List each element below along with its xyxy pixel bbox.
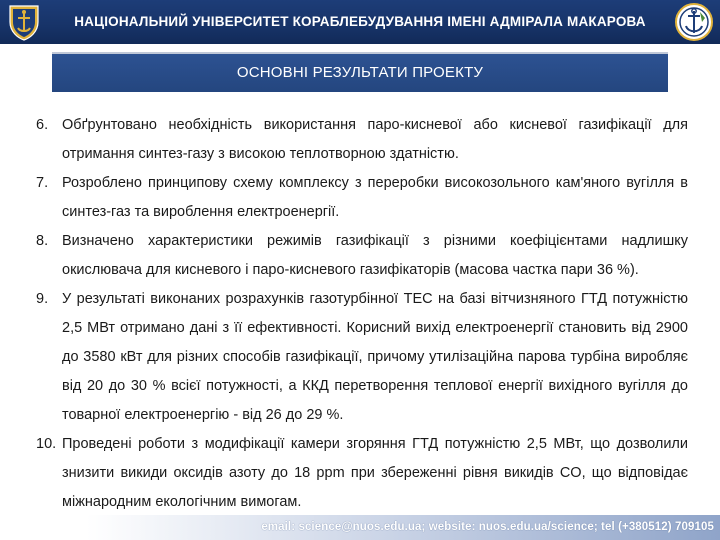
list-item xyxy=(36,111,688,169)
item-text: Визначено характеристики режимів газифікації з різними коефіцієнтами надлишку окислювача для кисневого і паро-кисневого газифікаторів (масова частка пари 36 %). xyxy=(62,233,688,278)
list-item xyxy=(36,169,688,227)
university-crest-icon xyxy=(4,2,44,42)
item-number: 10. xyxy=(36,436,57,452)
item-text: У результаті виконаних розрахунків газотурбінної ТЕС на базі вітчизняного ГТД потужністю 2,5 МВт отримано дані з її ефективності. Корисний вихід електроенергії становить від 2900 до 3580 кВт для різних способів газифікації, причому утилізаційна парова турбіна виробляє від 20 до 30 % всієї потужності, а ККД перетворення теплової енергії вихідного вугілля до товарної електроенергію - від 26 до 29 %. xyxy=(62,291,688,423)
item-number: 6. xyxy=(36,117,49,133)
item-number: 8. xyxy=(36,233,49,249)
university-name: НАЦІОНАЛЬНИЙ УНІВЕРСИТЕТ КОРАБЛЕБУДУВАННЯ ІМЕНІ АДМІРАЛА МАКАРОВА xyxy=(74,14,646,29)
results-list xyxy=(36,111,688,517)
header-bar xyxy=(0,0,720,44)
section-title: ОСНОВНІ РЕЗУЛЬТАТИ ПРОЕКТУ xyxy=(236,64,484,81)
list-item xyxy=(36,227,688,285)
item-text: Розроблено принципову схему комплексу з переробки високозольного кам'яного вугілля в синтез-газ та вироблення електроенергії. xyxy=(62,175,688,220)
item-number: 9. xyxy=(36,291,49,307)
list-item xyxy=(36,285,688,430)
section-title-bar xyxy=(52,52,668,92)
item-text: Проведені роботи з модифікації камери згоряння ГТД потужністю 2,5 МВт, що дозволили знизити викиди оксидів азоту до 18 ppm при збереженні рівня викидів CO, що відповідає міжнародним екологічним вимогам. xyxy=(62,436,688,510)
contact-info: email: science@nuos.edu.ua; website: nuos.edu.ua/science; tel (+380512) 709105 xyxy=(261,521,714,533)
item-number: 7. xyxy=(36,175,49,191)
item-text: Обґрунтовано необхідність використання паро-кисневої або кисневої газифікації для отримання синтез-газу з високою теплотворною здатністю. xyxy=(62,117,688,162)
anchor-emblem-icon xyxy=(674,2,714,42)
list-item xyxy=(36,430,688,517)
footer-bar xyxy=(0,515,720,540)
